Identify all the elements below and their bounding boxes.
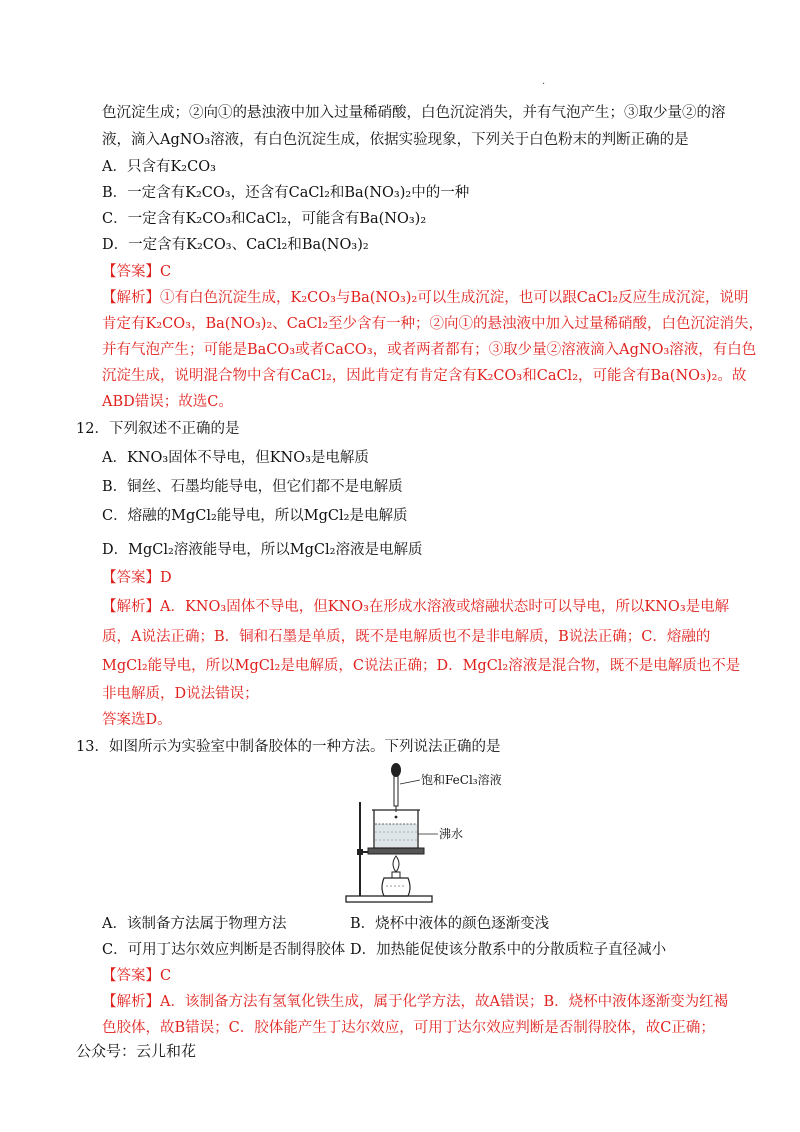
q13-option-c: C．可用丁达尔效应判断是否制得胶体 (102, 942, 346, 958)
q11-explanation-line3: 并有气泡产生；可能是BaCO₃或者CaCO₃，或者两者都有；③取少量②溶液滴入AgNO₃溶液，有白色 (102, 342, 757, 358)
boiling-water (375, 824, 417, 847)
q11-option-b: B．一定含有K₂CO₃，还含有CaCl₂和Ba(NO₃)₂中的一种 (102, 185, 470, 201)
q11-option-a: A．只含有K₂CO₃ (102, 159, 216, 175)
flame (393, 856, 399, 872)
q13-options-row1 (102, 914, 740, 934)
q13-answer: 【答案】C (102, 968, 172, 984)
q12-explanation-line3: MgCl₂能导电，所以MgCl₂是电解质，C说法正确；D．MgCl₂溶液是混合物，既不是电解质也不是 (102, 658, 741, 674)
q13-explanation-line2: 色胶体，故B错误；C．胶体能产生丁达尔效应，可用丁达尔效应判断是否制得胶体，故C正确； (102, 1020, 715, 1036)
q11-explanation-line1: 【解析】①有白色沉淀生成，K₂CO₃与Ba(NO₃)₂可以生成沉淀，也可以跟CaCl₂反应生成沉淀，说明 (102, 290, 749, 306)
colloid-apparatus-diagram (340, 762, 510, 907)
q12-answer: 【答案】D (102, 570, 172, 586)
spirit-lamp (382, 878, 410, 896)
label-boiling-water: 沸水 (439, 827, 464, 841)
q11-stem-line1: 色沉淀生成；②向①的悬浊液中加入过量稀硝酸，白色沉淀消失，并有气泡产生；③取少量②的溶 (102, 105, 726, 121)
q12-explanation-line5: 答案选D。 (102, 712, 172, 728)
q12-stem: 12．下列叙述不正确的是 (76, 421, 240, 437)
q12-explanation-line2: 质，A说法正确；B．铜和石墨是单质，既不是电解质也不是非电解质，B说法正确；C．熔融的 (102, 629, 711, 645)
q11-stem-line2: 液，滴入AgNO₃溶液，有白色沉淀生成，依据实验现象，下列关于白色粉末的判断正确的是 (102, 132, 689, 148)
q13-options-row2 (102, 940, 740, 960)
wire-gauze (368, 848, 424, 854)
dropper-tube (394, 776, 398, 806)
q12-explanation-line1: 【解析】A．KNO₃固体不导电，但KNO₃在形成水溶液或熔融状态时可以导电，所以KNO₃是电解 (102, 599, 730, 615)
q13-explanation-line1: 【解析】A．该制备方法有氢氧化铁生成，属于化学方法，故A错误；B．烧杯中液体逐渐变为红褐 (102, 994, 729, 1010)
q11-explanation-line2: 肯定有K₂CO₃，Ba(NO₃)₂、CaCl₂至少含有一种；②向①的悬浊液中加入过量稀硝酸，白色沉淀消失， (102, 316, 764, 332)
q12-option-b: B．铜丝、石墨均能导电，但它们都不是电解质 (102, 479, 403, 495)
dropper-bulb (391, 763, 401, 777)
q11-option-c: C．一定含有K₂CO₃和CaCl₂，可能含有Ba(NO₃)₂ (102, 211, 427, 227)
q12-explanation-line4: 非电解质，D说法错误； (102, 686, 259, 702)
q13-option-b: B．烧杯中液体的颜色逐渐变浅 (350, 916, 550, 932)
label-fecl3: 饱和FeCl₃溶液 (421, 773, 502, 787)
page-mark: . (542, 76, 546, 87)
q13-stem: 13．如图所示为实验室中制备胶体的一种方法。下列说法正确的是 (76, 739, 501, 755)
q12-option-c: C．熔融的MgCl₂能导电，所以MgCl₂是电解质 (102, 508, 408, 524)
stand-base (346, 896, 432, 902)
q12-option-a: A．KNO₃固体不导电，但KNO₃是电解质 (102, 450, 369, 466)
q13-option-a: A．该制备方法属于物理方法 (102, 916, 287, 932)
q11-option-d: D．一定含有K₂CO₃、CaCl₂和Ba(NO₃)₂ (102, 237, 369, 253)
q12-option-d: D．MgCl₂溶液能导电，所以MgCl₂溶液是电解质 (102, 542, 423, 558)
q11-answer: 【答案】C (102, 264, 172, 280)
q13-option-d: D．加热能促使该分散系中的分散质粒子直径减小 (350, 942, 667, 958)
q11-explanation-line4: 沉淀生成，说明混合物中含有CaCl₂，因此肯定有肯定含有K₂CO₃和CaCl₂，可能含有Ba(NO₃)₂。故 (102, 368, 747, 384)
q11-explanation-line5: ABD错误；故选C。 (102, 394, 233, 410)
footer-wechat-account: 公众号：云儿和花 (76, 1042, 197, 1060)
